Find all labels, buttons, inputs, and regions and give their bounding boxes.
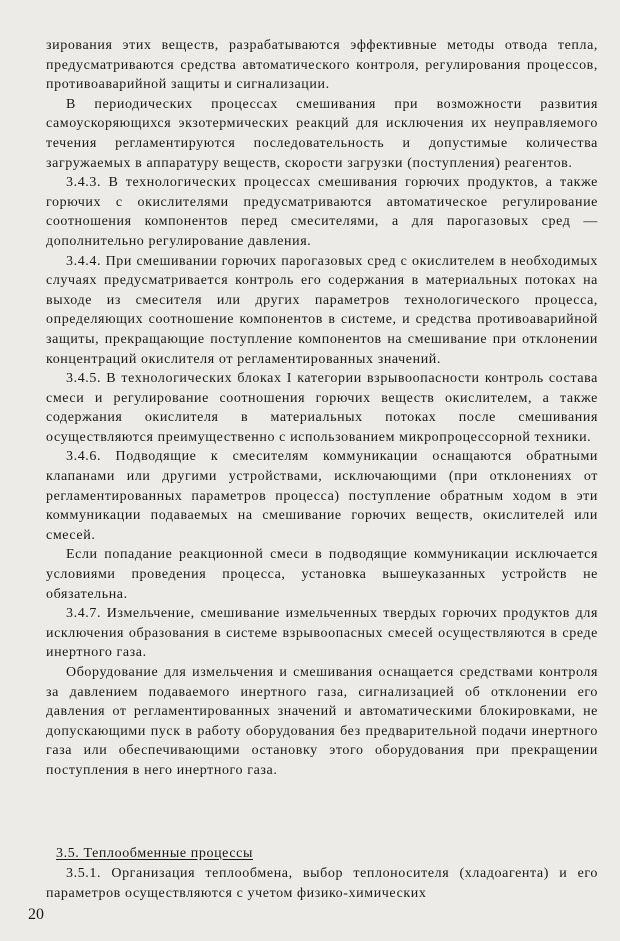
paragraph-3-4-4: 3.4.4. При смешивании горючих парогазовых сред с окислителем в необходимых случаях предусматривается контроль его содержания в материальных потоках на выходе из смесителя или других параметров технологического процесса, определяющих соотношение компонентов в системе, и средства противоаварийной защиты, прекращающие поступление компонентов на смешивание при отклонении концентраций окислителя от регламентированных значений. (46, 253, 598, 367)
paragraph-3-4-3: 3.4.3. В технологических процессах смешивания горючих продуктов, а также горючих с окислителями предусматриваются автоматическое регулирование соотношения компонентов перед смесителями, а для парогазовых сред — дополнительно регулирование давления. (46, 175, 598, 249)
paragraph-reaction-mixture: Если попадание реакционной смеси в подводящие коммуникации исключается условиями проведения процесса, установка вышеуказанных устройств не обязательна. (46, 547, 598, 602)
paragraph-3-5-1: 3.5.1. Организация теплообмена, выбор теплоносителя (хладоагента) и его параметров осуществляются с учетом физико-химических (46, 866, 598, 901)
paragraph-equipment: Оборудование для измельчения и смешивания оснащается средствами контроля за давлением подаваемого инертного газа, сигнализацией об отклонении его давления от регламентированных значений и автоматическими блокировками, не допускающими пуск в работу оборудования без предварительной подачи инертного газа или обеспечивающими остановку этого оборудования при прекращении поступления в него инертного газа. (46, 665, 598, 778)
paragraph-3-4-7: 3.4.7. Измельчение, смешивание измельченных твердых горючих продуктов для исключения образования в системе взрывоопасных смесей осуществляются в среде инертного газа. (46, 606, 598, 661)
page-number: 20 (28, 906, 44, 923)
paragraph-3-4-6: 3.4.6. Подводящие к смесителям коммуникации оснащаются обратными клапанами или другими устройствами, исключающими (при отклонениях от регламентированных параметров процесса) поступление обратным ходом в эти коммуникации подаваемых на смешивание горючих веществ, окислителей или смесей. (46, 449, 598, 543)
paragraph-continuation: зирования этих веществ, разрабатываются эффективные методы отвода тепла, предусматриваются средства автоматического контроля, регулирования процессов, противоаварийной защиты и сигнализации. (46, 38, 598, 93)
paragraph-periodic-mixing: В периодических процессах смешивания при возможности развития самоускоряющихся экзотермических реакций для исключения их неуправляемого течения регламентируются последовательность и допустимые количества загружаемых в аппаратуру веществ, скорости загрузки (поступления) реагентов. (46, 96, 598, 171)
paragraph-3-4-5: 3.4.5. В технологических блоках I категории взрывоопасности контроль состава смеси и регулирование соотношения горючих веществ окислителем, а также содержания окислителя в материальных потоках после смешивания осуществляются преимущественно с использованием микропроцессорной техники. (46, 371, 598, 445)
body-text (46, 36, 598, 781)
section-title: 3.5. Теплообменные процессы (56, 846, 253, 861)
